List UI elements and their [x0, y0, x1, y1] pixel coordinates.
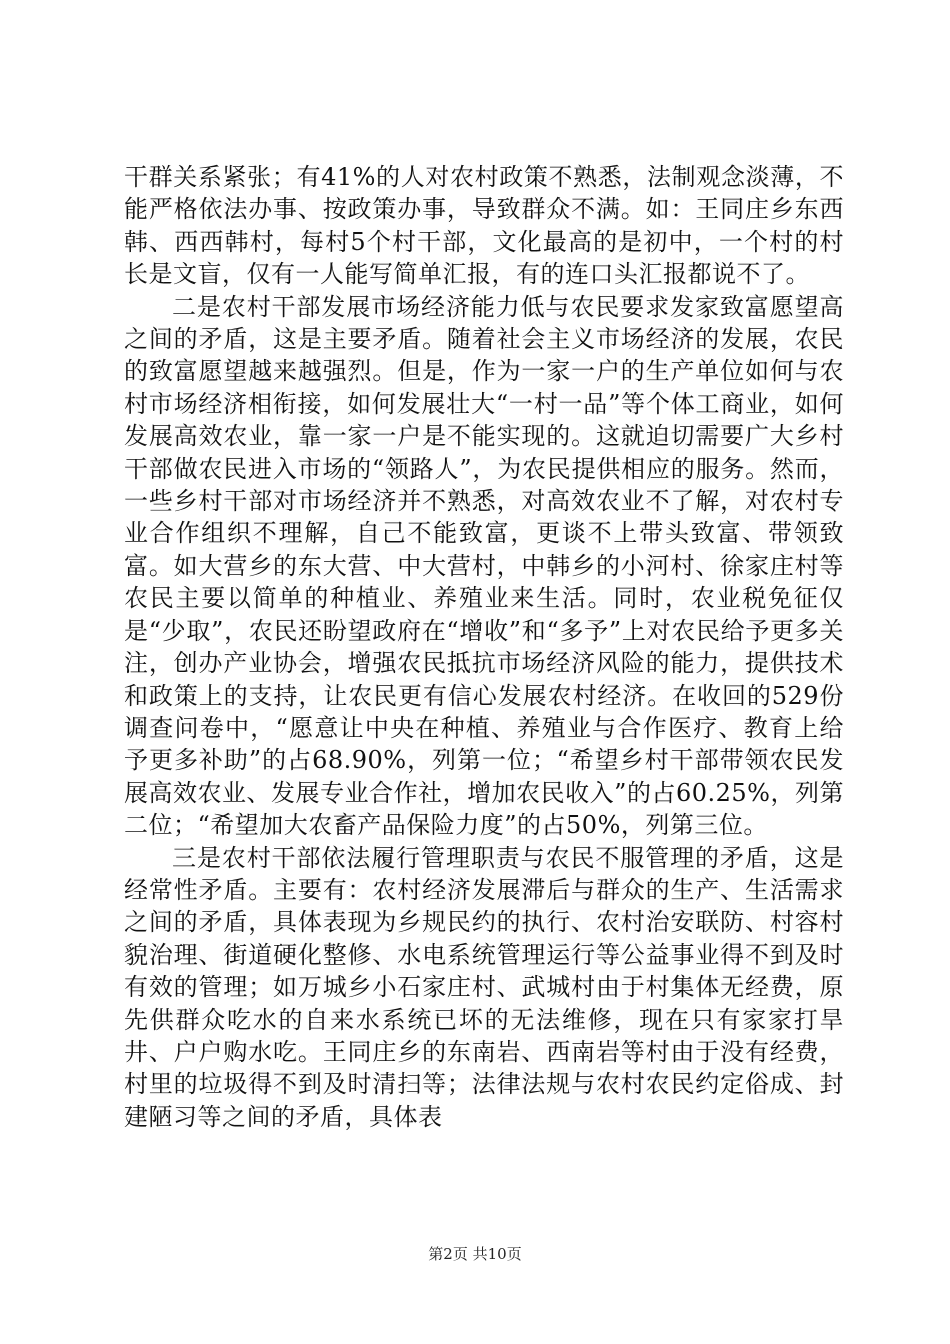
paragraph-2: 二是农村干部发展市场经济能力低与农民要求发家致富愿望高之间的矛盾，这是主要矛盾。随着社会主义市场经济的发展，农民的致富愿望越来越强烈。但是，作为一家一户的生产单位如何与农村市场经济相衔接，如何发展壮大“一村一品”等个体工商业，如何发展高效农业，靠一家一户是不能实现的。这就迫切需要广大乡村干部做农民进入市场的“领路人”，为农民提供相应的服务。然而，一些乡村干部对市场经济并不熟悉，对高效农业不了解，对农村专业合作组织不理解，自己不能致富，更谈不上带头致富、带领致富。如大营乡的东大营、中大营村，中韩乡的小河村、徐家庄村等农民主要以简单的种植业、养殖业来生活。同时，农业税免征仅是“少取”，农民还盼望政府在“增收”和“多予”上对农民给予更多关注，创办产业协会，增强农民抵抗市场经济风险的能力，提供技术和政策上的支持，让农民更有信心发展农村经济。在收回的529份调查问卷中，“愿意让中央在种植、养殖业与合作医疗、教育上给予更多补助”的占68.90%，列第一位；“希望乡村干部带领农民发展高效农业、发展专业合作社，增加农民收入”的占60.25%，列第二位；“希望加大农畜产品保险力度”的占50%，列第三位。 [124, 292, 844, 840]
body-text [124, 161, 844, 1133]
paragraph-3: 三是农村干部依法履行管理职责与农民不服管理的矛盾，这是经常性矛盾。主要有：农村经济发展滞后与群众的生产、生活需求之间的矛盾，具体表现为乡规民约的执行、农村治安联防、村容村貌治理、街道硬化整修、水电系统管理运行等公益事业得不到及时有效的管理；如万城乡小石家庄村、武城村由于村集体无经费，原先供群众吃水的自来水系统已坏的无法维修，现在只有家家打旱井、户户购水吃。王同庄乡的东南岩、西南岩等村由于没有经费，村里的垃圾得不到及时清扫等；法律法规与农村农民约定俗成、封建陋习等之间的矛盾，具体表 [124, 843, 844, 1131]
page-footer [0, 1243, 950, 1264]
paragraph-1: 干群关系紧张；有41%的人对农村政策不熟悉，法制观念淡薄，不能严格依法办事、按政策办事，导致群众不满。如：王同庄乡东西韩、西西韩村，每村5个村干部，文化最高的是初中，一个村的村长是文盲，仅有一人能写简单汇报，有的连口头汇报都说不了。 [124, 163, 844, 289]
page-number-label: 第2页 共10页 [428, 1245, 522, 1263]
